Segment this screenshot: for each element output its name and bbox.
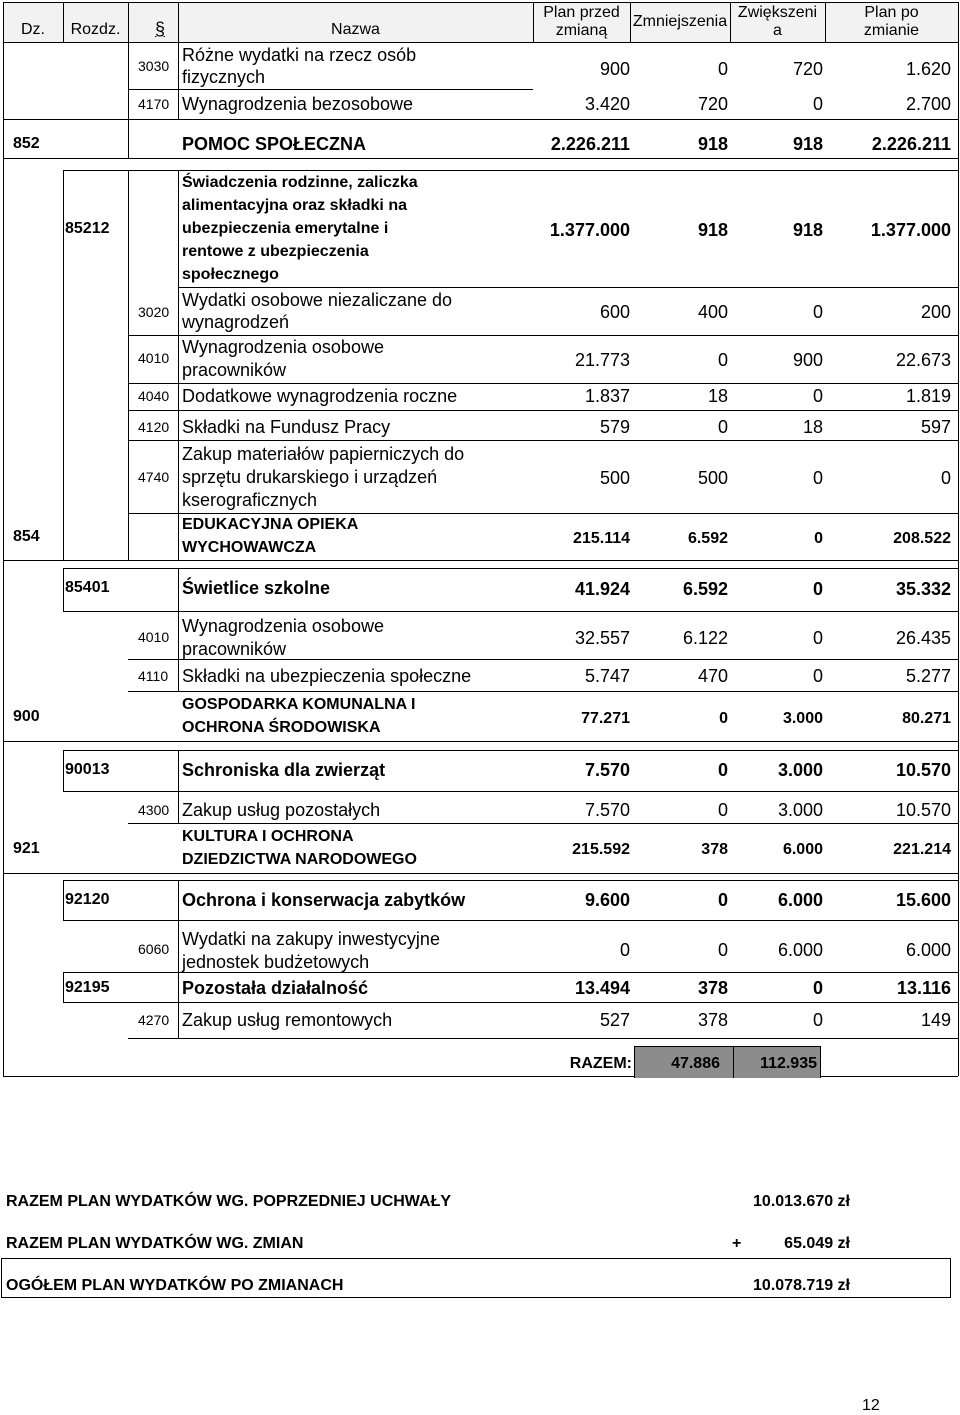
plan-before: 7.570 — [584, 760, 630, 780]
plan-after: 597 — [920, 417, 951, 437]
row-name: Składki na ubezpieczenia społeczne — [182, 666, 472, 686]
paragraph-code: 3020 — [138, 304, 170, 320]
plan-before: 1.377.000 — [549, 220, 630, 240]
increase: 0 — [812, 468, 823, 488]
section-name: EDUKACYJNA OPIEKA — [182, 516, 359, 533]
decrease: 18 — [707, 386, 728, 406]
chapter-name: alimentacyjna oraz składki na — [182, 197, 407, 214]
header-plan-przed-1: Plan przed — [543, 4, 620, 21]
row-name: jednostek budżetowych — [182, 952, 370, 972]
row-name: Wynagrodzenia bezosobowe — [182, 94, 413, 114]
decrease: 378 — [697, 978, 728, 998]
plan-after: 0 — [940, 468, 951, 488]
plan-before: 579 — [599, 417, 630, 437]
increase: 918 — [792, 134, 823, 154]
increase: 6.000 — [777, 890, 823, 910]
section-name: WYCHOWAWCZA — [182, 539, 317, 556]
increase: 6.000 — [782, 841, 823, 858]
increase: 3.000 — [782, 710, 823, 727]
plan-before: 21.773 — [574, 350, 630, 370]
row-name: Wynagrodzenia osobowe — [182, 337, 384, 357]
plan-before: 3.420 — [584, 94, 630, 114]
plan-after: 13.116 — [896, 978, 951, 998]
decrease: 378 — [697, 1010, 728, 1030]
chapter-name: Schroniska dla zwierząt — [182, 760, 386, 780]
paragraph-code: 3030 — [138, 58, 170, 74]
decrease: 470 — [697, 666, 728, 686]
section-name: DZIEDZICTWA NARODOWEGO — [182, 851, 417, 868]
section-name: KULTURA I OCHRONA — [182, 828, 354, 845]
plan-after: 35.332 — [895, 579, 951, 599]
increase: 0 — [814, 530, 823, 547]
plan-before: 9.600 — [584, 890, 630, 910]
row-name: kserograficznych — [182, 490, 318, 510]
plan-after: 149 — [920, 1010, 951, 1030]
decrease: 918 — [697, 220, 728, 240]
decrease: 720 — [697, 94, 728, 114]
rozdzial-code: 92195 — [65, 979, 110, 996]
header-plan-po-1: Plan po — [864, 4, 919, 21]
summary-value: 10.013.670 zł — [753, 1193, 850, 1210]
section-name: POMOC SPOŁECZNA — [182, 134, 367, 154]
row-name: pracowników — [182, 639, 287, 659]
chapter-name: Ochrona i konserwacja zabytków — [182, 890, 466, 910]
row-name: Składki na Fundusz Pracy — [182, 417, 391, 437]
chapter-name: ubezpieczenia emerytalne i — [182, 220, 389, 237]
summary-label: RAZEM PLAN WYDATKÓW WG. ZMIAN — [6, 1235, 304, 1252]
dzial-code: 900 — [13, 708, 40, 725]
plan-after: 5.277 — [905, 666, 951, 686]
plan-after: 22.673 — [895, 350, 951, 370]
row-name: Różne wydatki na rzecz osób — [182, 45, 417, 65]
plan-after: 1.819 — [905, 386, 951, 406]
paragraph-code: 6060 — [138, 941, 170, 957]
header-zwiekszenia-1: Zwiększeni — [737, 4, 818, 21]
decrease: 0 — [717, 59, 728, 79]
plan-after: 2.700 — [905, 94, 951, 114]
paragraph-code: 4010 — [138, 350, 170, 366]
row-name: Zakup usług pozostałych — [182, 800, 381, 820]
decrease: 6.592 — [682, 579, 728, 599]
row-name: Dodatkowe wynagrodzenia roczne — [182, 386, 458, 406]
section-name: GOSPODARKA KOMUNALNA I — [182, 696, 416, 713]
chapter-name: rentowe z ubezpieczenia — [182, 243, 369, 260]
increase: 0 — [812, 628, 823, 648]
summary-label: RAZEM PLAN WYDATKÓW WG. POPRZEDNIEJ UCHWAŁY — [6, 1193, 452, 1210]
plan-after: 80.271 — [902, 710, 951, 727]
increase: 0 — [812, 579, 823, 599]
summary-value: 65.049 zł — [784, 1235, 850, 1252]
decrease: 6.122 — [682, 628, 728, 648]
increase: 0 — [812, 386, 823, 406]
plan-after: 200 — [920, 302, 951, 322]
summary-sign: + — [732, 1235, 742, 1252]
decrease: 0 — [719, 710, 728, 727]
paragraph-code: 4010 — [138, 629, 170, 645]
increase: 3.000 — [777, 800, 823, 820]
header-zwiekszenia-2: a — [773, 22, 782, 39]
dzial-code: 854 — [13, 528, 40, 545]
decrease: 0 — [717, 800, 728, 820]
page-number: 12 — [862, 1397, 880, 1414]
chapter-name: społecznego — [182, 266, 279, 283]
row-name: Wydatki osobowe niezaliczane do — [182, 290, 452, 310]
plan-before: 2.226.211 — [550, 134, 630, 154]
plan-before: 13.494 — [574, 978, 630, 998]
decrease: 0 — [717, 890, 728, 910]
decrease: 918 — [697, 134, 728, 154]
dzial-code: 852 — [13, 135, 40, 152]
decrease: 400 — [697, 302, 728, 322]
row-name: Wydatki na zakupy inwestycyjne — [182, 929, 440, 949]
plan-after: 10.570 — [895, 800, 951, 820]
plan-after: 1.620 — [905, 59, 951, 79]
plan-before: 215.114 — [573, 530, 630, 547]
chapter-name: Pozostała działalność — [182, 978, 369, 998]
plan-after: 221.214 — [893, 841, 951, 858]
plan-before: 5.747 — [584, 666, 630, 686]
increase: 3.000 — [777, 760, 823, 780]
increase: 0 — [812, 1010, 823, 1030]
increase: 0 — [812, 94, 823, 114]
row-name: wynagrodzeń — [182, 312, 290, 332]
paragraph-code: 4110 — [138, 668, 169, 684]
decrease: 500 — [697, 468, 728, 488]
header-plan-przed-2: zmianą — [555, 22, 608, 39]
header-zmniejszenia: Zmniejszenia — [632, 13, 728, 30]
razem-increase: 112.935 — [760, 1055, 817, 1072]
rozdzial-code: 85401 — [65, 579, 110, 596]
plan-after: 208.522 — [893, 530, 951, 547]
increase: 6.000 — [777, 940, 823, 960]
plan-before: 600 — [599, 302, 630, 322]
section-name: OCHRONA ŚRODOWISKA — [182, 719, 381, 736]
row-name: Wynagrodzenia osobowe — [182, 616, 384, 636]
plan-after: 15.600 — [895, 890, 951, 910]
dzial-code: 921 — [13, 840, 40, 857]
paragraph-code: 4040 — [138, 388, 170, 404]
rozdzial-code: 90013 — [65, 761, 110, 778]
paragraph-code: 4270 — [138, 1012, 170, 1028]
increase: 18 — [802, 417, 823, 437]
plan-before: 77.271 — [581, 710, 630, 727]
plan-after: 10.570 — [895, 760, 951, 780]
razem-label: RAZEM: — [569, 1055, 632, 1072]
chapter-name: Świadczenia rodzinne, zaliczka — [182, 174, 418, 191]
increase: 900 — [792, 350, 823, 370]
increase: 0 — [812, 302, 823, 322]
increase: 918 — [792, 220, 823, 240]
plan-before: 0 — [619, 940, 630, 960]
plan-before: 527 — [599, 1010, 630, 1030]
plan-after: 2.226.211 — [871, 134, 951, 154]
increase: 720 — [792, 59, 823, 79]
increase: 0 — [812, 978, 823, 998]
header-paragraph: § — [154, 19, 165, 39]
row-name: pracowników — [182, 360, 287, 380]
summary-label: OGÓŁEM PLAN WYDATKÓW PO ZMIANACH — [6, 1277, 344, 1294]
plan-before: 215.592 — [572, 841, 630, 858]
plan-after: 6.000 — [905, 940, 951, 960]
row-name: Zakup materiałów papierniczych do — [182, 444, 465, 464]
header-rozdz: Rozdz. — [70, 21, 121, 38]
increase: 0 — [812, 666, 823, 686]
paragraph-code: 4740 — [138, 469, 170, 485]
decrease: 0 — [717, 350, 728, 370]
rozdzial-code: 85212 — [65, 220, 110, 237]
paragraph-code: 4300 — [138, 802, 170, 818]
plan-before: 41.924 — [574, 579, 630, 599]
summary-value: 10.078.719 zł — [753, 1277, 850, 1294]
chapter-name: Świetlice szkolne — [182, 578, 331, 598]
plan-after: 1.377.000 — [870, 220, 951, 240]
decrease: 0 — [717, 760, 728, 780]
razem-decrease: 47.886 — [671, 1055, 720, 1072]
row-name: sprzętu drukarskiego i urządzeń — [182, 467, 438, 487]
plan-after: 26.435 — [895, 628, 951, 648]
plan-before: 7.570 — [584, 800, 630, 820]
decrease: 378 — [701, 841, 728, 858]
header-dz: Dz. — [21, 21, 45, 38]
row-name: fizycznych — [182, 67, 266, 87]
header-nazwa: Nazwa — [331, 21, 380, 38]
plan-before: 32.557 — [574, 628, 630, 648]
paragraph-code: 4120 — [138, 419, 170, 435]
decrease: 0 — [717, 940, 728, 960]
decrease: 0 — [717, 417, 728, 437]
plan-before: 1.837 — [584, 386, 630, 406]
decrease: 6.592 — [687, 530, 728, 547]
plan-before: 500 — [599, 468, 630, 488]
row-name: Zakup usług remontowych — [182, 1010, 393, 1030]
paragraph-code: 4170 — [138, 96, 170, 112]
rozdzial-code: 92120 — [65, 891, 110, 908]
plan-before: 900 — [599, 59, 630, 79]
header-plan-po-2: zmianie — [863, 22, 920, 39]
